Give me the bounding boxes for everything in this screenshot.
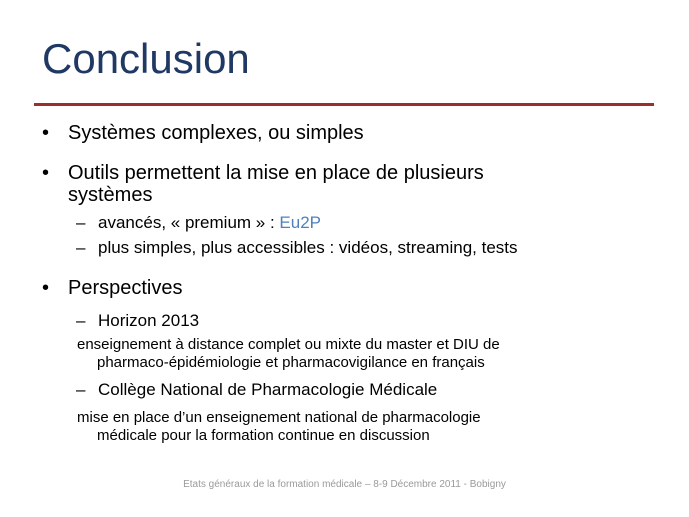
dash-marker: – xyxy=(76,238,86,257)
horizon-detail-line2: pharmaco-épidémiologie et pharmacovigilance en français xyxy=(97,354,485,371)
sub-bullet-avances xyxy=(98,213,321,233)
dash-marker: – xyxy=(76,380,86,399)
bullet-systemes: Systèmes complexes, ou simples xyxy=(68,122,364,144)
bullet-outils-line1: Outils permettent la mise en place de plusieurs xyxy=(68,162,484,184)
eu2p-link[interactable]: Eu2P xyxy=(279,213,322,232)
horizon-detail-line1: enseignement à distance complet ou mixte du master et DIU de xyxy=(77,336,500,353)
dash-marker: – xyxy=(76,213,86,232)
slide-footer: Etats généraux de la formation médicale – 8-9 Décembre 2011 - Bobigny xyxy=(183,479,506,490)
bullet-marker: • xyxy=(42,162,50,184)
sub-bullet-college: Collège National de Pharmacologie Médicale xyxy=(98,380,438,399)
sub-bullet-avances-text: avancés, « premium » : xyxy=(98,213,280,232)
title-divider xyxy=(34,103,654,106)
bullet-outils-line2: systèmes xyxy=(68,184,153,206)
sub-bullet-simples: plus simples, plus accessibles : vidéos, streaming, tests xyxy=(98,238,518,257)
slide-title: Conclusion xyxy=(42,35,250,82)
dash-marker: – xyxy=(76,311,86,330)
sub-bullet-horizon: Horizon 2013 xyxy=(98,311,200,330)
bullet-marker: • xyxy=(42,122,50,144)
bullet-perspectives: Perspectives xyxy=(68,277,183,299)
college-detail-line2: médicale pour la formation continue en discussion xyxy=(97,427,430,444)
bullet-marker: • xyxy=(42,277,50,299)
college-detail-line1: mise en place d’un enseignement national de pharmacologie xyxy=(77,409,481,426)
